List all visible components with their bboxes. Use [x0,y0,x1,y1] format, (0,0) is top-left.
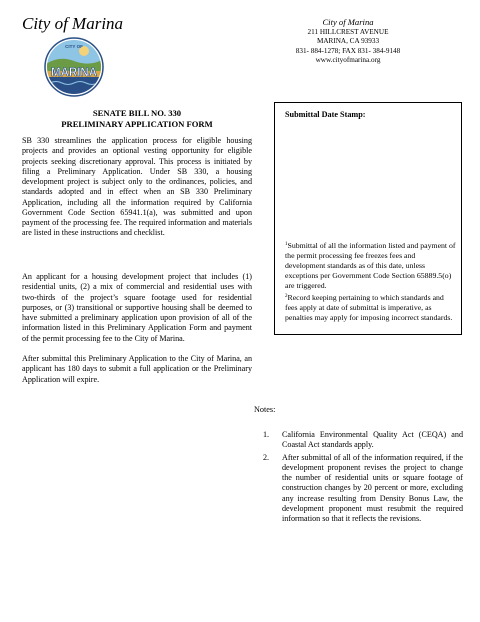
form-title [22,108,252,129]
form-title-line1: SENATE BILL NO. 330 [92,108,182,118]
footnote-2-text: Record keeping pertaining to which standards and fees apply at date of submittal is imperative, as penalties may apply for imposing incorrect standards. [285,293,453,322]
org-name: City of Marina [22,14,124,33]
form-title-line2: PRELIMINARY APPLICATION FORM [61,118,213,129]
note-text: After submittal of all of the information required, if the development proponent revises the project to change the number of residential units or square footage of construction changes by 20 percent or more, excluding any increase resulting from Density Bonus Law, the development proponent must resubmit the required information so that it reflects the revisions. [282,452,463,524]
footnote-2-marker: 2 [285,294,288,299]
footnote-1 [285,241,457,291]
applicant-paragraph: An applicant for a housing development project that includes (1) residential units, (2) a mix of commercial and residential uses with two-thirds of the project’s square footage used for residential purposes, or (3) transitional or supportive housing shall be deemed to have submitted a preliminary application upon provision of all of the information listed in this Preliminary Application Form and payment of the permit processing fee to the City of Marina. [22,272,252,343]
submittal-date-stamp-box [274,102,462,335]
address-city: City of Marina [322,17,374,27]
address-city-zip: MARINA, CA 93933 [316,37,380,46]
logo-top-text: CITY OF [65,44,83,49]
note-item [263,453,463,525]
notes-list [263,430,463,527]
website: www.cityofmarina.org [315,55,381,64]
city-seal-logo [44,37,104,97]
logo-main-text: MARINA [51,67,97,79]
expiration-paragraph: After submittal this Preliminary Application to the City of Marina, an applicant has 180 days to submit a full application or the Preliminary Application will expire. [22,354,252,384]
footnote-2 [285,293,457,323]
note-item [263,430,463,451]
intro-paragraph: SB 330 streamlines the application process for eligible housing projects and provides an optional vesting opportunity for eligible projects seeking discretionary approval. This process is initiated by filing a Preliminary Application. Under SB 330, a housing development project is subject only to the ordinances, policies, and standards adopted and in effect when an SB 330 Preliminary Application, including all the information required by California Government Code Section 65941.1(a), was submitted and upon payment of the processing fee. The required information and materials are listed in these instructions and checklist. [22,136,252,238]
note-text: California Environmental Quality Act (CEQA) and Coastal Act standards apply. [282,430,463,450]
note-number: 2. [263,452,270,462]
address-street: 211 HILLCREST AVENUE [307,28,389,36]
address-block [268,17,428,65]
footnote-1-marker: 1 [285,242,288,247]
phone-fax: 831- 884-1278; FAX 831- 384-9148 [295,46,401,55]
footnote-1-text: Submittal of all the information listed and payment of the permit processing fee freezes fees and development standards as of this date, unless exceptions per Government Code Section 65889.5(o) are triggered. [285,241,456,290]
stamp-label: Submittal Date Stamp: [285,110,366,119]
note-number: 1. [263,430,270,439]
notes-label: Notes: [254,405,276,414]
